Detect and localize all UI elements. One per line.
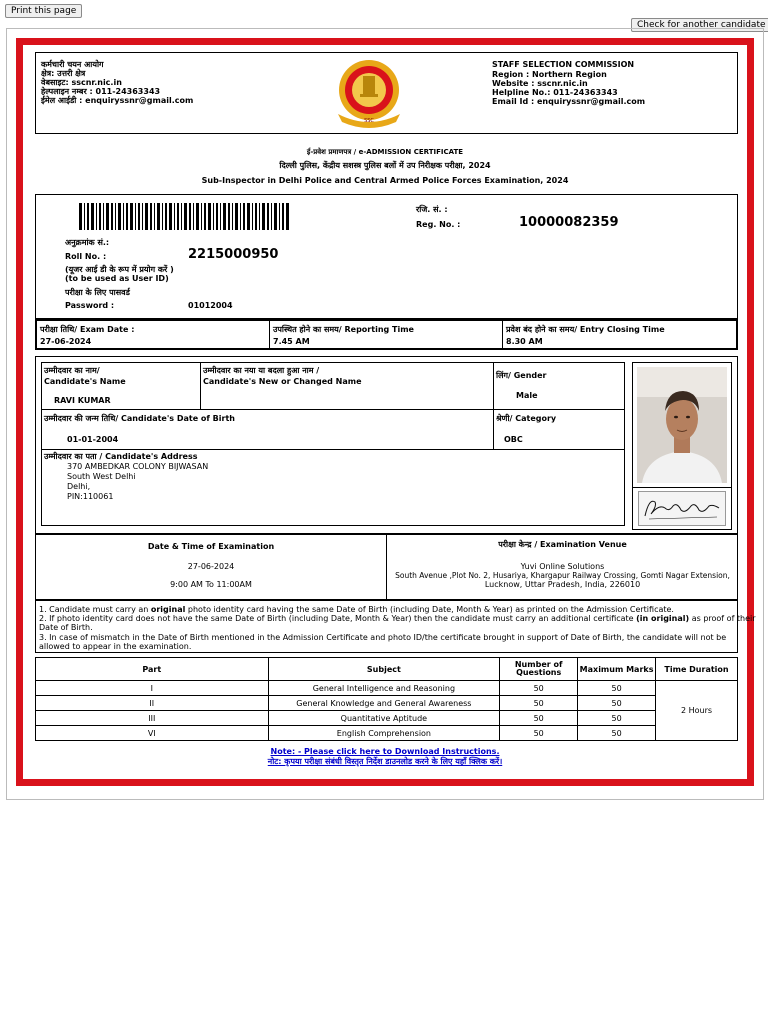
instruction-2-b: (in original) bbox=[636, 614, 690, 623]
candidate-name: RAVI KUMAR bbox=[54, 396, 111, 405]
address-line-3: Delhi, bbox=[67, 482, 91, 491]
certificate-inner bbox=[23, 45, 756, 779]
userid-note: (to be used as User ID) bbox=[65, 274, 169, 283]
candidate-name-label: Candidate's Name bbox=[44, 377, 126, 386]
instruction-1-b: original bbox=[150, 605, 186, 614]
instructions-box bbox=[35, 600, 756, 653]
candidate-section bbox=[35, 356, 738, 534]
subject-cell: Quantitative Aptitude bbox=[268, 711, 500, 726]
reporting-time-label: उपस्थित होने का समय/ Reporting Time bbox=[273, 325, 414, 334]
instruction-2-cont: Date of Birth. bbox=[39, 623, 93, 632]
part-cell: II bbox=[36, 696, 269, 711]
new-name-label: Candidate's New or Changed Name bbox=[203, 377, 362, 386]
instruction-1-a: 1. Candidate must carry an bbox=[39, 605, 151, 614]
ssc-emblem-logo bbox=[324, 56, 414, 130]
marks-cell: 50 bbox=[578, 681, 656, 696]
header-subject: Subject bbox=[268, 658, 500, 681]
new-name-label-hi: उम्मीदवार का नया या बदला हुआ नाम / bbox=[203, 366, 320, 375]
category-label: श्रेणी/ Category bbox=[496, 414, 557, 423]
instruction-1 bbox=[39, 605, 674, 614]
venue-label: परीक्षा केन्द्र / Examination Venue bbox=[498, 540, 627, 549]
subjects-table bbox=[35, 657, 738, 741]
header-right-org: STAFF SELECTION COMMISSION bbox=[492, 60, 635, 69]
exam-date-label: परीक्षा तिथि/ Exam Date : bbox=[40, 325, 135, 334]
download-instructions-link-hi[interactable]: नोट: कृपया परीक्षा संबंधी विस्तृत निर्देश डाउनलोड करने के लिए यहाँ क्लिक करें। bbox=[267, 757, 503, 766]
address-line-1: 370 AMBEDKAR COLONY BIJWASAN bbox=[67, 462, 209, 471]
password-value: 01012004 bbox=[188, 301, 233, 310]
part-cell: VI bbox=[36, 726, 269, 741]
gender-value: Male bbox=[516, 391, 538, 400]
header-left-helpline: हेल्पलाइन नम्बर : 011-24363343 bbox=[41, 87, 161, 96]
part-cell: I bbox=[36, 681, 269, 696]
marks-cell: 50 bbox=[578, 711, 656, 726]
table-row bbox=[36, 681, 738, 696]
instruction-1-c: photo identity card having the same Date of Birth (including Date, Month & Year) as printed on the Admission Certificate. bbox=[185, 605, 674, 614]
header-box bbox=[35, 52, 738, 134]
candidate-details-table bbox=[41, 362, 625, 526]
header-right-helpline: Helpline No.: 011-24363343 bbox=[492, 88, 618, 97]
reg-label-hi: रजि. सं. : bbox=[416, 205, 448, 214]
questions-cell: 50 bbox=[500, 711, 578, 726]
questions-cell: 50 bbox=[500, 696, 578, 711]
exam-datetime-label: Date & Time of Examination bbox=[147, 542, 275, 551]
id-section bbox=[35, 194, 738, 319]
print-button[interactable]: Print this page bbox=[5, 4, 82, 18]
roll-label: Roll No. : bbox=[65, 252, 107, 261]
subject-cell: General Knowledge and General Awareness bbox=[268, 696, 500, 711]
table-row bbox=[36, 711, 738, 726]
reg-label: Reg. No. : bbox=[416, 220, 461, 229]
header-duration: Time Duration bbox=[656, 658, 738, 681]
download-instructions-link[interactable]: Note: - Please click here to Download Instructions. bbox=[270, 747, 500, 756]
category-value: OBC bbox=[504, 435, 523, 444]
venue-name: Yuvi Online Solutions bbox=[520, 562, 605, 571]
venue-address-1: South Avenue ,Plot No. 2, Husariya, Khargapur Railway Crossing, Gomti Nagar Extension, bbox=[395, 571, 730, 580]
password-label: Password : bbox=[65, 301, 115, 310]
dob-value: 01-01-2004 bbox=[67, 435, 119, 444]
address-line-2: South West Delhi bbox=[67, 472, 136, 481]
header-part: Part bbox=[36, 658, 269, 681]
svg-text:SSC: SSC bbox=[364, 118, 374, 124]
header-left-region: क्षेत्र: उत्तरी क्षेत्र bbox=[41, 69, 86, 78]
header-right-website: Website : sscnr.nic.in bbox=[492, 79, 588, 88]
subjects-header-row bbox=[36, 658, 738, 681]
header-marks: Maximum Marks bbox=[578, 658, 656, 681]
header-questions: Number of Questions bbox=[500, 658, 578, 681]
barcode bbox=[79, 203, 291, 230]
check-another-candidate-button[interactable]: Check for another candidate bbox=[631, 18, 768, 32]
title-line-1: ई-प्रवेश प्रमाणपत्र / e-ADMISSION CERTIFICATE bbox=[306, 148, 464, 156]
reporting-time-value: 7.45 AM bbox=[273, 337, 310, 346]
address-label: उम्मीदवार का पता / Candidate's Address bbox=[44, 452, 198, 461]
questions-cell: 50 bbox=[500, 681, 578, 696]
title-line-2: दिल्ली पुलिस, केंद्रीय सशस्त्र पुलिस बलों में उप निरीक्षक परीक्षा, 2024 bbox=[279, 161, 491, 170]
exam-times-row bbox=[35, 319, 738, 350]
exam-date-value: 27-06-2024 bbox=[40, 337, 92, 346]
title-line-3: Sub-Inspector in Delhi Police and Central Armed Police Forces Examination, 2024 bbox=[201, 176, 569, 185]
instruction-2-a: 2. If photo identity card does not have the same Date of Birth (including Date, Month & Year) then the candidate must carry an additional certificate bbox=[39, 614, 637, 623]
gender-label: लिंग/ Gender bbox=[496, 371, 547, 380]
dob-label: उम्मीदवार की जन्म तिथि/ Candidate's Date of Birth bbox=[44, 414, 235, 423]
reg-number: 10000082359 bbox=[519, 215, 619, 230]
entry-closing-value: 8.30 AM bbox=[506, 337, 543, 346]
header-left-email: ईमेल आईडी : enquiryssnr@gmail.com bbox=[41, 96, 194, 105]
exam-time: 9:00 AM To 11:00AM bbox=[170, 580, 252, 589]
instruction-3: 3. In case of mismatch in the Date of Birth mentioned in the Admission Certificate and photo ID/the certificate brought in support of Date of Birth, the candidate will not be bbox=[39, 633, 727, 642]
instruction-2 bbox=[39, 614, 756, 623]
marks-cell: 50 bbox=[578, 696, 656, 711]
part-cell: III bbox=[36, 711, 269, 726]
header-right-region: Region : Northern Region bbox=[492, 70, 607, 79]
instruction-3-cont: allowed to appear in the examination. bbox=[39, 642, 192, 651]
instruction-2-c: as proof of their bbox=[689, 614, 756, 623]
questions-cell: 50 bbox=[500, 726, 578, 741]
duration-cell: 2 Hours bbox=[656, 681, 738, 741]
photo-signature-frame bbox=[632, 362, 732, 530]
userid-note-hi: (यूजर आई डी के रूप में प्रयोग करें ) bbox=[65, 265, 174, 274]
header-right-email: Email Id : enquiryssnr@gmail.com bbox=[492, 97, 646, 106]
candidate-name-label-hi: उम्मीदवार का नाम/ bbox=[44, 366, 100, 375]
subject-cell: English Comprehension bbox=[268, 726, 500, 741]
subject-cell: General Intelligence and Reasoning bbox=[268, 681, 500, 696]
candidate-signature bbox=[638, 491, 726, 526]
password-label-hi: परीक्षा के लिए पासवर्ड bbox=[65, 288, 130, 297]
marks-cell: 50 bbox=[578, 726, 656, 741]
candidate-photo bbox=[637, 367, 727, 483]
roll-number: 2215000950 bbox=[188, 247, 279, 262]
roll-label-hi: अनुक्रमांक सं.: bbox=[65, 238, 110, 247]
header-left-org: कर्मचारी चयन आयोग bbox=[41, 60, 104, 69]
admission-certificate bbox=[16, 38, 754, 786]
table-row bbox=[36, 726, 738, 741]
header-left-website: वेबसाइट: sscnr.nic.in bbox=[41, 78, 122, 87]
table-row bbox=[36, 696, 738, 711]
address-line-4: PIN:110061 bbox=[67, 492, 114, 501]
venue-address-2: Lucknow, Uttar Pradesh, India, 226010 bbox=[484, 580, 641, 589]
entry-closing-label: प्रवेश बंद होने का समय/ Entry Closing Time bbox=[506, 325, 665, 334]
schedule-venue-section bbox=[35, 534, 738, 600]
exam-date: 27-06-2024 bbox=[187, 562, 235, 571]
